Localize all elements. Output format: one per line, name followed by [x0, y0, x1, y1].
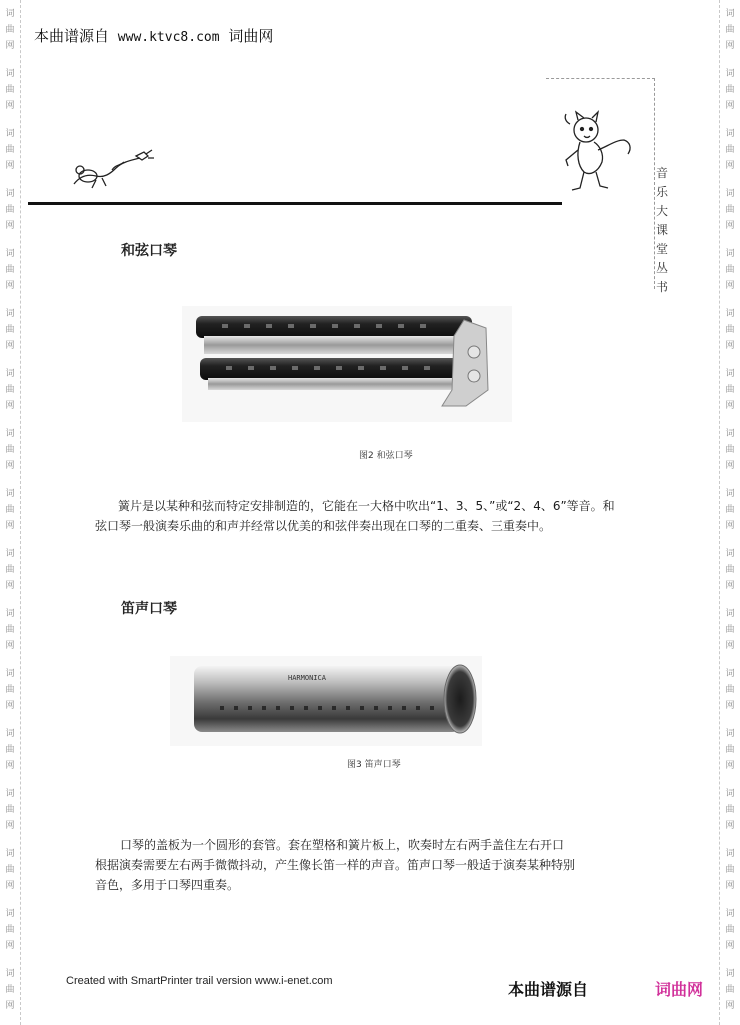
- watermark-glyph: 词: [5, 369, 15, 379]
- watermark-glyph: 网: [5, 641, 15, 651]
- watermark-glyph: 曲: [5, 565, 15, 575]
- watermark-glyph: 词: [5, 729, 15, 739]
- header-site-suffix: 词曲网: [228, 27, 274, 45]
- watermark-glyph: 词: [5, 69, 15, 79]
- watermark-glyph: 曲: [5, 505, 15, 515]
- watermark-glyph: 曲: [5, 985, 15, 995]
- left-watermark-rail: [0, 0, 21, 1025]
- chord-harmonica-image: [182, 306, 512, 422]
- watermark-glyph: 曲: [5, 25, 15, 35]
- watermark-glyph: 网: [725, 881, 735, 891]
- watermark-glyph: 曲: [725, 625, 735, 635]
- header-url-link[interactable]: www.ktvc8.com: [117, 30, 220, 45]
- paragraph-flute-harmonica-line-1: 口琴的盖板为一个圆形的套管。套在塑格和簧片板上，吹奏时左右两手盖住左右开口: [120, 838, 565, 852]
- watermark-glyph: 网: [725, 221, 735, 231]
- footer-site-link[interactable]: 词曲网: [655, 980, 704, 999]
- watermark-glyph: 曲: [725, 985, 735, 995]
- watermark-glyph: 曲: [725, 865, 735, 875]
- watermark-glyph: 词: [5, 549, 15, 559]
- watermark-glyph: 曲: [725, 805, 735, 815]
- watermark-glyph: 词: [725, 9, 735, 19]
- paragraph-flute-harmonica-line-3: 音色，多用于口琴四重奏。: [95, 878, 240, 892]
- watermark-glyph: 词: [725, 909, 735, 919]
- watermark-glyph: 网: [5, 161, 15, 171]
- watermark-glyph: 曲: [725, 145, 735, 155]
- watermark-glyph: 曲: [5, 745, 15, 755]
- watermark-glyph: 曲: [725, 505, 735, 515]
- watermark-glyph: 网: [725, 641, 735, 651]
- watermark-glyph: 网: [725, 401, 735, 411]
- watermark-glyph: 曲: [5, 85, 15, 95]
- watermark-glyph: 网: [5, 821, 15, 831]
- watermark-glyph: 网: [5, 941, 15, 951]
- watermark-glyph: 网: [5, 881, 15, 891]
- paragraph-chord-harmonica-line-2: 弦口琴一般演奏乐曲的和声并经常以优美的和弦伴奏出现在口琴的二重奏、三重奏中。: [95, 519, 552, 533]
- watermark-glyph: 曲: [725, 385, 735, 395]
- watermark-glyph: 曲: [5, 445, 15, 455]
- watermark-glyph: 网: [725, 941, 735, 951]
- watermark-glyph: 词: [5, 969, 15, 979]
- figure-caption-chord-harmonica: 图2 和弦口琴: [359, 451, 413, 461]
- watermark-glyph: 词: [725, 69, 735, 79]
- paragraph-flute-harmonica-line-2: 根据演奏需要左右两手微微抖动，产生像长笛一样的声音。笛声口琴一般适于演奏某种特别: [95, 858, 576, 872]
- series-title-char: 大: [655, 204, 668, 218]
- watermark-glyph: 词: [725, 969, 735, 979]
- cartoon-doodle-icon: [66, 146, 156, 192]
- figure-caption-flute-harmonica: 图3 笛声口琴: [347, 760, 401, 770]
- watermark-glyph: 词: [5, 909, 15, 919]
- watermark-glyph: 词: [725, 669, 735, 679]
- watermark-glyph: 词: [5, 429, 15, 439]
- watermark-glyph: 词: [5, 309, 15, 319]
- figure-chord-harmonica-image: [182, 306, 512, 422]
- watermark-glyph: 曲: [5, 685, 15, 695]
- watermark-glyph: 曲: [5, 325, 15, 335]
- series-title-char: 课: [655, 223, 668, 237]
- watermark-glyph: 网: [725, 521, 735, 531]
- sidebar-frame: [546, 78, 655, 289]
- section-heading-flute-harmonica: 笛声口琴: [121, 601, 177, 617]
- series-title-char: 堂: [655, 242, 668, 256]
- watermark-glyph: 词: [5, 9, 15, 19]
- watermark-glyph: 网: [5, 521, 15, 531]
- watermark-glyph: 曲: [725, 445, 735, 455]
- watermark-glyph: 网: [5, 581, 15, 591]
- harmonica-engraving-label: HARMONICA: [288, 674, 326, 682]
- watermark-glyph: 网: [5, 341, 15, 351]
- watermark-glyph: 曲: [5, 625, 15, 635]
- series-title-char: 丛: [655, 261, 668, 275]
- watermark-glyph: 词: [725, 189, 735, 199]
- watermark-glyph: 网: [725, 41, 735, 51]
- watermark-glyph: 曲: [5, 205, 15, 215]
- flute-harmonica-image: [170, 656, 482, 746]
- watermark-glyph: 词: [5, 849, 15, 859]
- section-heading-chord-harmonica: 和弦口琴: [121, 243, 177, 259]
- watermark-glyph: 网: [5, 761, 15, 771]
- watermark-glyph: 网: [5, 281, 15, 291]
- series-title-char: 书: [655, 280, 668, 294]
- watermark-glyph: 曲: [725, 565, 735, 575]
- watermark-glyph: 词: [725, 129, 735, 139]
- watermark-glyph: 网: [725, 461, 735, 471]
- series-title-vertical: [654, 164, 670, 297]
- watermark-glyph: 网: [725, 101, 735, 111]
- watermark-glyph: 网: [725, 161, 735, 171]
- watermark-glyph: 词: [725, 849, 735, 859]
- watermark-glyph: 网: [5, 401, 15, 411]
- watermark-glyph: 曲: [5, 805, 15, 815]
- watermark-glyph: 词: [725, 429, 735, 439]
- footer-source-label: 本曲谱源自: [508, 980, 589, 999]
- series-title-char: 音: [655, 166, 668, 180]
- watermark-glyph: 词: [725, 309, 735, 319]
- watermark-glyph: 曲: [725, 325, 735, 335]
- watermark-glyph: 网: [725, 281, 735, 291]
- series-title-char: 乐: [655, 185, 668, 199]
- right-watermark-rail: [719, 0, 740, 1025]
- watermark-glyph: 词: [725, 369, 735, 379]
- watermark-glyph: 网: [725, 341, 735, 351]
- watermark-glyph: 词: [5, 249, 15, 259]
- watermark-glyph: 词: [725, 789, 735, 799]
- watermark-glyph: 网: [725, 581, 735, 591]
- watermark-glyph: 词: [725, 729, 735, 739]
- header-rule-divider: [28, 202, 562, 205]
- watermark-glyph: 曲: [5, 865, 15, 875]
- watermark-glyph: 曲: [725, 265, 735, 275]
- watermark-glyph: 网: [5, 221, 15, 231]
- watermark-glyph: 网: [725, 761, 735, 771]
- watermark-glyph: 词: [725, 609, 735, 619]
- watermark-glyph: 网: [725, 1001, 735, 1011]
- watermark-glyph: 网: [725, 821, 735, 831]
- watermark-glyph: 曲: [725, 745, 735, 755]
- watermark-glyph: 词: [5, 609, 15, 619]
- watermark-glyph: 词: [5, 669, 15, 679]
- watermark-glyph: 词: [5, 789, 15, 799]
- watermark-glyph: 网: [5, 461, 15, 471]
- watermark-glyph: 曲: [5, 145, 15, 155]
- watermark-glyph: 曲: [725, 205, 735, 215]
- watermark-glyph: 网: [5, 41, 15, 51]
- watermark-glyph: 曲: [725, 25, 735, 35]
- footer-credit-text: Created with SmartPrinter trail version www.i-enet.com: [66, 975, 333, 987]
- page-header: [34, 25, 273, 46]
- watermark-glyph: 曲: [725, 685, 735, 695]
- watermark-glyph: 曲: [5, 265, 15, 275]
- watermark-glyph: 曲: [725, 925, 735, 935]
- watermark-glyph: 词: [725, 549, 735, 559]
- header-site-name: 本曲谱源自: [34, 27, 110, 45]
- watermark-glyph: 词: [725, 249, 735, 259]
- watermark-glyph: 网: [5, 101, 15, 111]
- watermark-glyph: 网: [725, 701, 735, 711]
- paragraph-chord-harmonica-line-1: 簧片是以某种和弦而特定安排制造的，它能在一大格中吹出“1、3、5、”或“2、4、6”等音。和: [118, 499, 615, 513]
- watermark-glyph: 曲: [725, 85, 735, 95]
- watermark-glyph: 曲: [5, 925, 15, 935]
- watermark-glyph: 曲: [5, 385, 15, 395]
- figure-flute-harmonica-image: [170, 656, 482, 746]
- watermark-glyph: 网: [5, 701, 15, 711]
- watermark-glyph: 词: [5, 129, 15, 139]
- watermark-glyph: 词: [725, 489, 735, 499]
- watermark-glyph: 词: [5, 189, 15, 199]
- watermark-glyph: 词: [5, 489, 15, 499]
- watermark-glyph: 网: [5, 1001, 15, 1011]
